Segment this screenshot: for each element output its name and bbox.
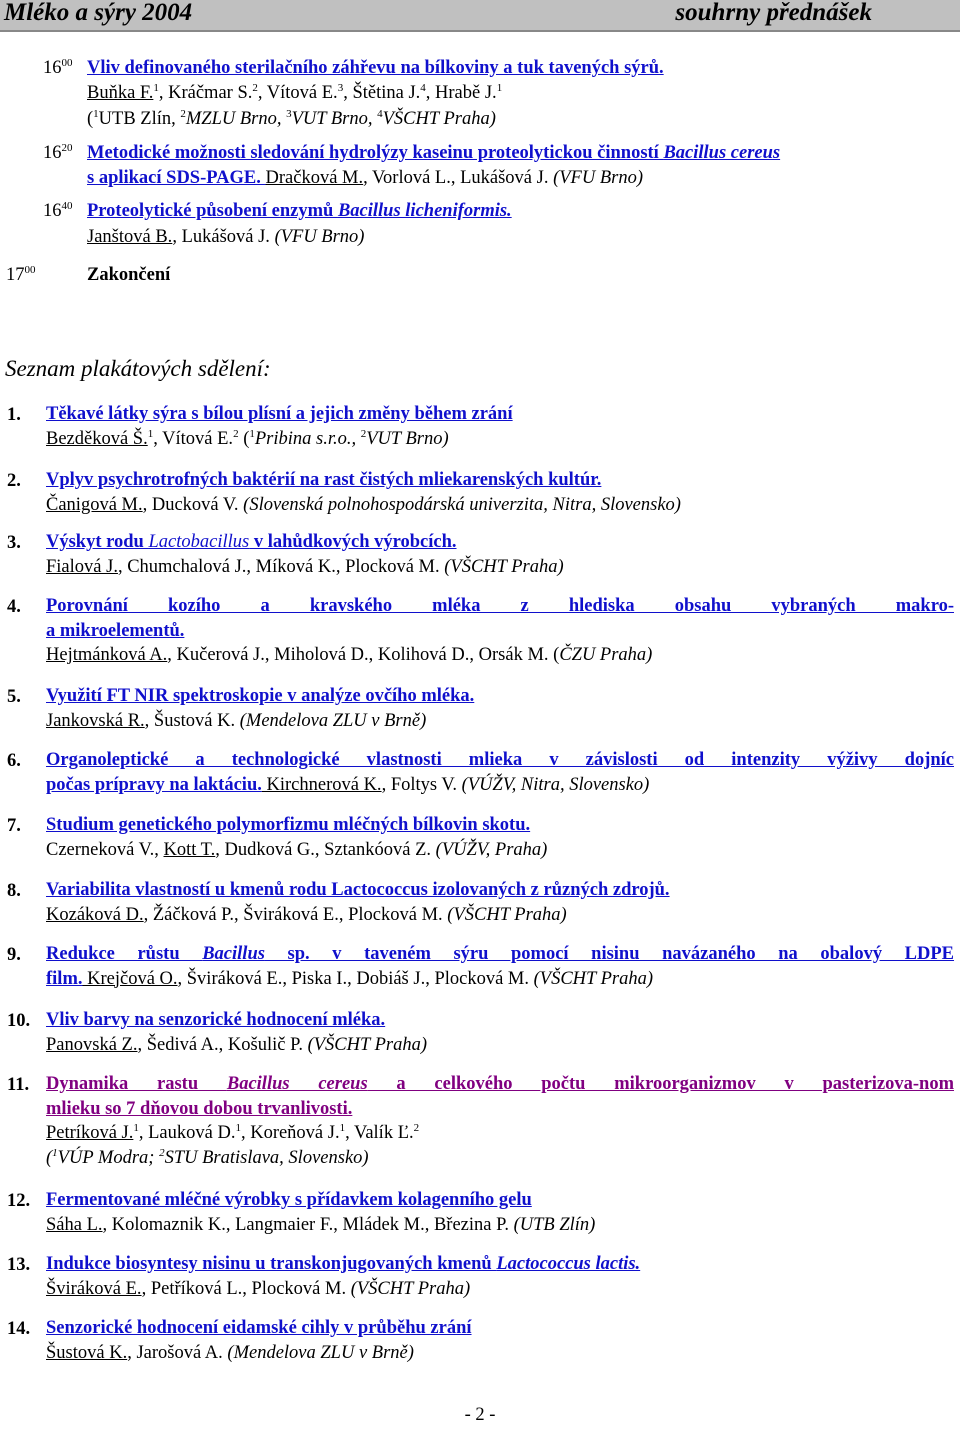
poster-title[interactable]: Vliv barvy na senzorické hodnocení mléka. xyxy=(46,1010,386,1030)
poster-number: 6. xyxy=(7,751,21,771)
page-number: - 2 - xyxy=(464,1405,496,1425)
poster-number: 1. xyxy=(7,405,21,425)
poster-number: 4. xyxy=(7,597,21,617)
poster-title[interactable]: Těkavé látky sýra s bílou plísní a jejich změny během zrání xyxy=(46,404,513,424)
program-time: $16^{20}$ xyxy=(43,142,73,163)
poster-title[interactable]: Dynamika rastu Bacillus cereus a celkového počtu mikroorganizmov v pasterizova-nom xyxy=(46,1074,954,1094)
poster-item: Senzorické hodnocení eidamské cihly v průběhu zrání Šustová K., Jarošová A. (Mendelova ZLU v Brně) xyxy=(46,1318,472,1363)
program-affiliation: ($^1$UTB Zlín, $^2$MZLU Brno, $^3$VUT Brno, $^4$VŠCHT Praha) xyxy=(87,108,496,129)
poster-item: Dynamika rastu Bacillus cereus a celkového počtu mikroorganizmov v pasterizova-nom mlieku so 7 dňovou dobou trvanlivosti. Petríková J.$^1$, Lauková D.$^1$, Koreňová J.$^1$, Valík Ľ.$^2$ ($^1$VÚP Modra; $^2$STU Bratislava, Slovensko) xyxy=(46,1074,954,1168)
header-right: souhrny přednášek xyxy=(675,0,872,26)
poster-number: 12. xyxy=(7,1191,31,1211)
poster-item: Vplyv psychrotrofných baktérií na rast čistých mliekarenských kultúr. Čanigová M., Ducková V. (Slovenská polnohospodárská univerzita, Nitra, Slovensko) xyxy=(46,470,681,515)
poster-title[interactable]: Porovnání kozího a kravského mléka z hlediska obsahu vybraných makro- xyxy=(46,596,954,616)
poster-title[interactable]: Redukce růstu Bacillus sp. v taveném sýru pomocí nisinu navázaného na obalový LDPE xyxy=(46,944,955,964)
header-left: Mléko a sýry 2004 xyxy=(4,0,193,26)
poster-item: Fermentované mléčné výrobky s přídavkem kolagenního gelu Sáha L., Kolomaznik K., Langmaier F., Mládek M., Březina P. (UTB Zlín) xyxy=(46,1190,596,1235)
poster-number: 2. xyxy=(7,471,21,491)
page-header xyxy=(0,0,960,32)
program-time: $17^{00}$ xyxy=(6,264,36,285)
poster-item: Vliv barvy na senzorické hodnocení mléka. Panovská Z., Šedivá A., Košulič P. (VŠCHT Praha) xyxy=(46,1010,427,1055)
poster-title[interactable]: Indukce biosyntesy nisinu u transkonjugovaných kmenů Lactococcus lactis. xyxy=(46,1254,641,1274)
program-time: $16^{40}$ xyxy=(43,200,73,221)
poster-item: Porovnání kozího a kravského mléka z hlediska obsahu vybraných makro- a mikroelementů. Hejtmánková A., Kučerová J., Miholová D., Kolihová D., Orsák M. (ČZU Praha) xyxy=(46,596,954,665)
poster-item: Výskyt rodu Lactobacillus v lahůdkových výrobcích. Fialová J., Chumchalová J., Míková K., Plocková M. (VŠCHT Praha) xyxy=(46,530,954,579)
poster-item: Studium genetického polymorfizmu mléčných bílkovin skotu. Czerneková V., Kott T., Dudková G., Sztankóová Z. (VÚŽV, Praha) xyxy=(46,815,548,860)
program-authors: Buňka F.$^1$, Kráčmar S.$^2$, Vítová E.$^3$, Štětina J.$^4$, Hrabě J.$^1$ xyxy=(87,82,503,103)
poster-title[interactable]: Senzorické hodnocení eidamské cihly v průběhu zrání xyxy=(46,1318,472,1338)
poster-number: 13. xyxy=(7,1255,31,1275)
poster-item: Indukce biosyntesy nisinu u transkonjugovaných kmenů Lactococcus lactis. Šviráková E., Petříková L., Plocková M. (VŠCHT Praha) xyxy=(46,1252,954,1301)
poster-title[interactable]: Vplyv psychrotrofných baktérií na rast čistých mliekarenských kultúr. xyxy=(46,470,602,490)
program-title[interactable]: Proteolytické působení enzymů Bacillus licheniformis. xyxy=(87,201,512,221)
poster-number: 8. xyxy=(7,881,21,901)
poster-title[interactable]: Výskyt rodu Lactobacillus v lahůdkových výrobcích. xyxy=(46,532,457,552)
program-title: Zakončení xyxy=(87,265,171,285)
program-title[interactable]: Metodické možnosti sledování hydrolýzy kaseinu proteolytickou činností Bacillus cereus xyxy=(87,143,781,163)
program-authors: s aplikací SDS-PAGE. Dračková M., Vorlová L., Lukášová J. (VFU Brno) xyxy=(87,168,644,188)
program-time: $16^{00}$ xyxy=(43,57,73,78)
poster-item: Variabilita vlastností u kmenů rodu Lactococcus izolovaných z různých zdrojů. Kozáková D., Žáčková P., Šviráková E., Plocková M. (VŠCHT Praha) xyxy=(46,880,670,925)
poster-number: 7. xyxy=(7,816,21,836)
section-title: Seznam plakátových sdělení: xyxy=(5,356,271,381)
poster-title[interactable]: Fermentované mléčné výrobky s přídavkem kolagenního gelu xyxy=(46,1190,532,1210)
program-authors: Janštová B., Lukášová J. (VFU Brno) xyxy=(87,227,365,247)
poster-item: Redukce růstu Bacillus sp. v taveném sýru pomocí nisinu navázaného na obalový LDPE film. Krejčová O., Šviráková E., Piska I., Dobiáš J., Plocková M. (VŠCHT Praha) xyxy=(46,944,955,989)
poster-item: Využití FT NIR spektroskopie v analýze ovčího mléka. Jankovská R., Šustová K. (Mendelova ZLU v Brně) xyxy=(46,686,475,731)
poster-item: Organoleptické a technologické vlastnosti mlieka v závislosti od intenzity výživy dojníc počas prípravy na laktáciu. Kirchnerová K., Foltys V. (VÚŽV, Nitra, Slovensko) xyxy=(46,750,954,795)
poster-title[interactable]: Studium genetického polymorfizmu mléčných bílkovin skotu. xyxy=(46,815,531,835)
poster-number: 14. xyxy=(7,1319,31,1339)
program-title[interactable]: Vliv definovaného sterilačního záhřevu na bílkoviny a tuk tavených sýrů. xyxy=(87,58,664,78)
poster-number: 5. xyxy=(7,687,21,707)
poster-number: 11. xyxy=(7,1075,30,1095)
poster-title[interactable]: Variabilita vlastností u kmenů rodu Lactococcus izolovaných z různých zdrojů. xyxy=(46,880,670,900)
poster-number: 3. xyxy=(7,533,21,553)
poster-item: Těkavé látky sýra s bílou plísní a jejich změny během zrání Bezděková Š.$^1$, Vítová E.$^2$ ($^1$Pribina s.r.o., $^2$VUT Brno) xyxy=(46,404,513,449)
poster-title[interactable]: Organoleptické a technologické vlastnosti mlieka v závislosti od intenzity výživy dojníc xyxy=(46,750,954,770)
poster-number: 10. xyxy=(7,1011,31,1031)
poster-number: 9. xyxy=(7,945,21,965)
poster-title[interactable]: Využití FT NIR spektroskopie v analýze ovčího mléka. xyxy=(46,686,475,706)
